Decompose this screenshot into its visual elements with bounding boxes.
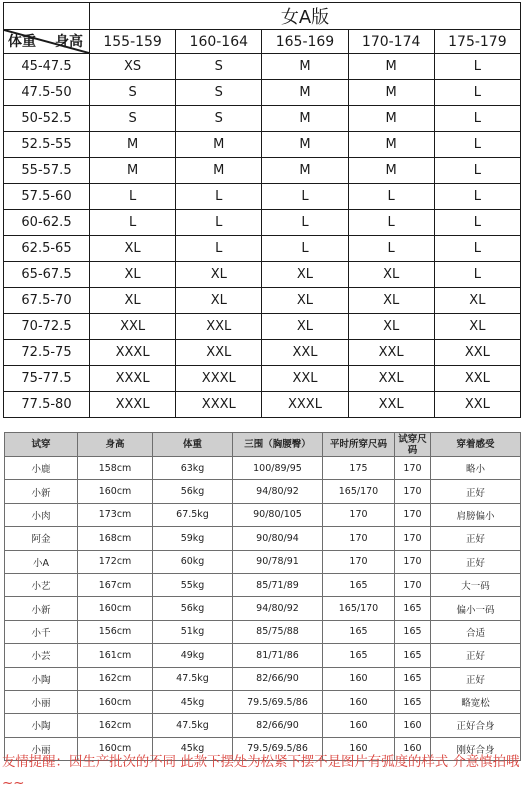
tryon-tester-name-cell: 小芸 bbox=[5, 644, 78, 667]
weight-range-cell: 70-72.5 bbox=[4, 314, 90, 340]
size-chart-row bbox=[4, 132, 521, 158]
table-row bbox=[5, 550, 521, 573]
size-cell: XXXL bbox=[176, 366, 262, 392]
weight-range-cell: 75-77.5 bbox=[4, 366, 90, 392]
tryon-feeling-cell: 正好 bbox=[431, 527, 521, 550]
tryon-weight-cell: 56kg bbox=[153, 480, 233, 503]
size-cell: XXL bbox=[262, 340, 348, 366]
tryon-measurements-cell: 90/80/94 bbox=[233, 527, 323, 550]
size-chart-row bbox=[4, 366, 521, 392]
size-cell: M bbox=[262, 106, 348, 132]
size-chart-row bbox=[4, 158, 521, 184]
table-row bbox=[5, 714, 521, 737]
size-cell: L bbox=[348, 236, 434, 262]
weight-range-cell: 52.5-55 bbox=[4, 132, 90, 158]
height-header: 175-179 bbox=[434, 30, 520, 54]
size-cell: XXL bbox=[348, 340, 434, 366]
size-chart-row bbox=[4, 54, 521, 80]
table-row bbox=[5, 620, 521, 643]
size-cell: M bbox=[176, 132, 262, 158]
tryon-weight-cell: 56kg bbox=[153, 597, 233, 620]
size-cell: XL bbox=[176, 288, 262, 314]
tryon-usual-size-cell: 160 bbox=[323, 690, 395, 713]
size-cell: XXL bbox=[348, 366, 434, 392]
tryon-tried-size-cell: 165 bbox=[395, 597, 431, 620]
tryon-tester-name-cell: 小新 bbox=[5, 480, 78, 503]
size-cell: S bbox=[90, 106, 176, 132]
height-header: 160-164 bbox=[176, 30, 262, 54]
size-chart-row bbox=[4, 340, 521, 366]
size-cell: L bbox=[176, 184, 262, 210]
size-cell: XL bbox=[434, 288, 520, 314]
notice-text: 友情提醒：因生产批次的不同 此款下摆处为松紧下摆不是图片有弧度的样式 介意慎拍哦~~ bbox=[2, 755, 520, 791]
tryon-header-tester: 试穿 bbox=[5, 433, 78, 457]
tryon-usual-size-cell: 165/170 bbox=[323, 480, 395, 503]
size-cell: XXL bbox=[434, 366, 520, 392]
weight-range-cell: 47.5-50 bbox=[4, 80, 90, 106]
tryon-usual-size-cell: 165 bbox=[323, 573, 395, 596]
size-chart-corner-top bbox=[4, 3, 90, 30]
table-row bbox=[5, 667, 521, 690]
size-chart-row bbox=[4, 314, 521, 340]
size-cell: L bbox=[434, 54, 520, 80]
size-cell: XL bbox=[262, 262, 348, 288]
tryon-measurements-cell: 79.5/69.5/86 bbox=[233, 690, 323, 713]
table-row bbox=[5, 597, 521, 620]
weight-range-cell: 57.5-60 bbox=[4, 184, 90, 210]
tryon-tried-size-cell: 170 bbox=[395, 527, 431, 550]
size-cell: M bbox=[262, 54, 348, 80]
size-cell: L bbox=[348, 184, 434, 210]
tryon-tried-size-cell: 170 bbox=[395, 503, 431, 526]
table-row bbox=[5, 527, 521, 550]
size-cell: XL bbox=[262, 288, 348, 314]
tryon-feeling-cell: 正好合身 bbox=[431, 714, 521, 737]
tryon-usual-size-cell: 170 bbox=[323, 503, 395, 526]
size-cell: XL bbox=[90, 236, 176, 262]
table-row bbox=[5, 644, 521, 667]
size-cell: L bbox=[434, 80, 520, 106]
tryon-header-weight: 体重 bbox=[153, 433, 233, 457]
tryon-weight-cell: 63kg bbox=[153, 457, 233, 480]
table-row bbox=[5, 573, 521, 596]
table-row bbox=[5, 457, 521, 480]
tryon-header-row bbox=[5, 433, 521, 457]
size-cell: L bbox=[434, 262, 520, 288]
tryon-feeling-cell: 正好 bbox=[431, 667, 521, 690]
corner-weight-label: 体重 bbox=[8, 34, 36, 50]
tryon-usual-size-cell: 160 bbox=[323, 667, 395, 690]
size-chart-row bbox=[4, 106, 521, 132]
tryon-feeling-cell: 肩膀偏小 bbox=[431, 503, 521, 526]
tryon-tried-size-cell: 165 bbox=[395, 620, 431, 643]
size-cell: XL bbox=[348, 314, 434, 340]
size-cell: L bbox=[434, 132, 520, 158]
tryon-tester-name-cell: 小陶 bbox=[5, 714, 78, 737]
size-chart-row bbox=[4, 262, 521, 288]
tryon-height-cell: 160cm bbox=[78, 690, 153, 713]
size-cell: M bbox=[262, 80, 348, 106]
tryon-tester-name-cell: 小肉 bbox=[5, 503, 78, 526]
tryon-feeling-cell: 刚好合身 bbox=[431, 737, 521, 760]
tryon-tried-size-cell: 160 bbox=[395, 737, 431, 760]
tryon-tried-size-cell: 165 bbox=[395, 667, 431, 690]
tryon-weight-cell: 47.5kg bbox=[153, 714, 233, 737]
size-cell: M bbox=[348, 132, 434, 158]
size-cell: L bbox=[90, 210, 176, 236]
tryon-weight-cell: 55kg bbox=[153, 573, 233, 596]
tryon-table bbox=[4, 432, 521, 761]
tryon-tried-size-cell: 160 bbox=[395, 714, 431, 737]
size-cell: XL bbox=[434, 314, 520, 340]
table-row bbox=[5, 690, 521, 713]
tryon-feeling-cell: 正好 bbox=[431, 644, 521, 667]
size-chart-row bbox=[4, 210, 521, 236]
size-cell: M bbox=[262, 132, 348, 158]
tryon-height-cell: 173cm bbox=[78, 503, 153, 526]
size-cell: L bbox=[262, 184, 348, 210]
tryon-feeling-cell: 略宽松 bbox=[431, 690, 521, 713]
weight-range-cell: 55-57.5 bbox=[4, 158, 90, 184]
tryon-tester-name-cell: 小千 bbox=[5, 620, 78, 643]
size-cell: S bbox=[176, 80, 262, 106]
tryon-header-tried-size: 试穿尺码 bbox=[395, 433, 431, 457]
tryon-height-cell: 172cm bbox=[78, 550, 153, 573]
tryon-height-cell: 160cm bbox=[78, 597, 153, 620]
size-cell: S bbox=[90, 80, 176, 106]
tryon-tried-size-cell: 170 bbox=[395, 573, 431, 596]
tryon-height-cell: 167cm bbox=[78, 573, 153, 596]
weight-range-cell: 72.5-75 bbox=[4, 340, 90, 366]
tryon-feeling-cell: 大一码 bbox=[431, 573, 521, 596]
tryon-measurements-cell: 100/89/95 bbox=[233, 457, 323, 480]
size-cell: XXL bbox=[176, 314, 262, 340]
tryon-weight-cell: 45kg bbox=[153, 737, 233, 760]
tryon-weight-cell: 60kg bbox=[153, 550, 233, 573]
size-cell: M bbox=[176, 158, 262, 184]
tryon-height-cell: 162cm bbox=[78, 714, 153, 737]
weight-range-cell: 45-47.5 bbox=[4, 54, 90, 80]
tryon-tester-name-cell: 小陶 bbox=[5, 667, 78, 690]
tryon-feeling-cell: 偏小一码 bbox=[431, 597, 521, 620]
tryon-feeling-cell: 正好 bbox=[431, 480, 521, 503]
size-cell: M bbox=[90, 158, 176, 184]
tryon-header-height: 身高 bbox=[78, 433, 153, 457]
size-cell: XXXL bbox=[262, 392, 348, 418]
tryon-measurements-cell: 94/80/92 bbox=[233, 597, 323, 620]
size-cell: L bbox=[262, 210, 348, 236]
tryon-tried-size-cell: 170 bbox=[395, 457, 431, 480]
size-cell: XXL bbox=[90, 314, 176, 340]
size-cell: M bbox=[262, 158, 348, 184]
corner-height-label: 身高 bbox=[55, 34, 83, 50]
weight-range-cell: 77.5-80 bbox=[4, 392, 90, 418]
tryon-measurements-cell: 90/80/105 bbox=[233, 503, 323, 526]
weight-range-cell: 50-52.5 bbox=[4, 106, 90, 132]
tryon-weight-cell: 59kg bbox=[153, 527, 233, 550]
tryon-usual-size-cell: 160 bbox=[323, 737, 395, 760]
weight-range-cell: 62.5-65 bbox=[4, 236, 90, 262]
tryon-usual-size-cell: 170 bbox=[323, 527, 395, 550]
height-header: 170-174 bbox=[348, 30, 434, 54]
tryon-usual-size-cell: 165 bbox=[323, 620, 395, 643]
size-cell: M bbox=[348, 54, 434, 80]
size-cell: XXXL bbox=[176, 392, 262, 418]
tryon-measurements-cell: 81/71/86 bbox=[233, 644, 323, 667]
size-cell: XXXL bbox=[90, 366, 176, 392]
tryon-usual-size-cell: 160 bbox=[323, 714, 395, 737]
size-cell: XL bbox=[90, 288, 176, 314]
tryon-header-measurements: 三围（胸腰臀） bbox=[233, 433, 323, 457]
tryon-tester-name-cell: 阿金 bbox=[5, 527, 78, 550]
tryon-measurements-cell: 90/78/91 bbox=[233, 550, 323, 573]
tryon-tester-name-cell: 小丽 bbox=[5, 737, 78, 760]
size-cell: S bbox=[176, 54, 262, 80]
tryon-measurements-cell: 82/66/90 bbox=[233, 667, 323, 690]
size-cell: L bbox=[176, 210, 262, 236]
tryon-weight-cell: 45kg bbox=[153, 690, 233, 713]
size-cell: L bbox=[90, 184, 176, 210]
size-cell: L bbox=[434, 158, 520, 184]
tryon-height-cell: 160cm bbox=[78, 480, 153, 503]
size-chart-row bbox=[4, 80, 521, 106]
size-cell: L bbox=[434, 210, 520, 236]
size-cell: XS bbox=[90, 54, 176, 80]
weight-range-cell: 65-67.5 bbox=[4, 262, 90, 288]
size-chart-row bbox=[4, 184, 521, 210]
size-cell: XL bbox=[90, 262, 176, 288]
size-cell: M bbox=[348, 158, 434, 184]
tryon-height-cell: 168cm bbox=[78, 527, 153, 550]
tryon-measurements-cell: 82/66/90 bbox=[233, 714, 323, 737]
weight-range-cell: 60-62.5 bbox=[4, 210, 90, 236]
tryon-weight-cell: 49kg bbox=[153, 644, 233, 667]
tryon-tried-size-cell: 165 bbox=[395, 644, 431, 667]
size-cell: XXXL bbox=[90, 392, 176, 418]
tryon-weight-cell: 47.5kg bbox=[153, 667, 233, 690]
weight-range-cell: 67.5-70 bbox=[4, 288, 90, 314]
tryon-tried-size-cell: 170 bbox=[395, 550, 431, 573]
tryon-weight-cell: 67.5kg bbox=[153, 503, 233, 526]
size-cell: L bbox=[176, 236, 262, 262]
tryon-header-feeling: 穿着感受 bbox=[431, 433, 521, 457]
tryon-usual-size-cell: 175 bbox=[323, 457, 395, 480]
tryon-header-usual-size: 平时所穿尺码 bbox=[323, 433, 395, 457]
tryon-feeling-cell: 正好 bbox=[431, 550, 521, 573]
size-cell: XXL bbox=[434, 392, 520, 418]
size-cell: L bbox=[434, 106, 520, 132]
size-cell: XL bbox=[176, 262, 262, 288]
height-header: 165-169 bbox=[262, 30, 348, 54]
size-cell: XXL bbox=[176, 340, 262, 366]
size-cell: L bbox=[262, 236, 348, 262]
tryon-tester-name-cell: 小A bbox=[5, 550, 78, 573]
tryon-height-cell: 160cm bbox=[78, 737, 153, 760]
size-cell: S bbox=[176, 106, 262, 132]
table-row bbox=[5, 503, 521, 526]
tryon-tester-name-cell: 小新 bbox=[5, 597, 78, 620]
table-row bbox=[5, 480, 521, 503]
size-chart-header-row bbox=[4, 30, 521, 54]
tryon-height-cell: 158cm bbox=[78, 457, 153, 480]
tryon-measurements-cell: 85/75/88 bbox=[233, 620, 323, 643]
tryon-height-cell: 161cm bbox=[78, 644, 153, 667]
tryon-tried-size-cell: 170 bbox=[395, 480, 431, 503]
tryon-feeling-cell: 合适 bbox=[431, 620, 521, 643]
size-chart-row bbox=[4, 392, 521, 418]
size-cell: XL bbox=[348, 288, 434, 314]
tryon-feeling-cell: 略小 bbox=[431, 457, 521, 480]
size-cell: M bbox=[348, 80, 434, 106]
tryon-usual-size-cell: 165 bbox=[323, 644, 395, 667]
tryon-measurements-cell: 94/80/92 bbox=[233, 480, 323, 503]
size-cell: XXXL bbox=[90, 340, 176, 366]
size-cell: L bbox=[348, 210, 434, 236]
tryon-usual-size-cell: 170 bbox=[323, 550, 395, 573]
tryon-measurements-cell: 79.5/69.5/86 bbox=[233, 737, 323, 760]
tryon-measurements-cell: 85/71/89 bbox=[233, 573, 323, 596]
size-cell: L bbox=[434, 184, 520, 210]
tryon-tester-name-cell: 小艺 bbox=[5, 573, 78, 596]
tryon-height-cell: 162cm bbox=[78, 667, 153, 690]
size-cell: XL bbox=[348, 262, 434, 288]
size-chart-corner-cell bbox=[4, 30, 90, 54]
size-cell: M bbox=[90, 132, 176, 158]
size-cell: XXL bbox=[348, 392, 434, 418]
size-cell: XXL bbox=[262, 366, 348, 392]
size-chart-row bbox=[4, 236, 521, 262]
size-chart-title: 女A版 bbox=[90, 3, 521, 30]
size-cell: XL bbox=[262, 314, 348, 340]
size-cell: M bbox=[348, 106, 434, 132]
tryon-weight-cell: 51kg bbox=[153, 620, 233, 643]
tryon-tester-name-cell: 小鹿 bbox=[5, 457, 78, 480]
tryon-usual-size-cell: 165/170 bbox=[323, 597, 395, 620]
size-chart-table bbox=[3, 2, 521, 418]
size-cell: XXL bbox=[434, 340, 520, 366]
size-chart-title-row bbox=[4, 3, 521, 30]
tryon-height-cell: 156cm bbox=[78, 620, 153, 643]
tryon-tried-size-cell: 165 bbox=[395, 690, 431, 713]
tryon-tester-name-cell: 小丽 bbox=[5, 690, 78, 713]
height-header: 155-159 bbox=[90, 30, 176, 54]
size-chart-row bbox=[4, 288, 521, 314]
size-cell: L bbox=[434, 236, 520, 262]
